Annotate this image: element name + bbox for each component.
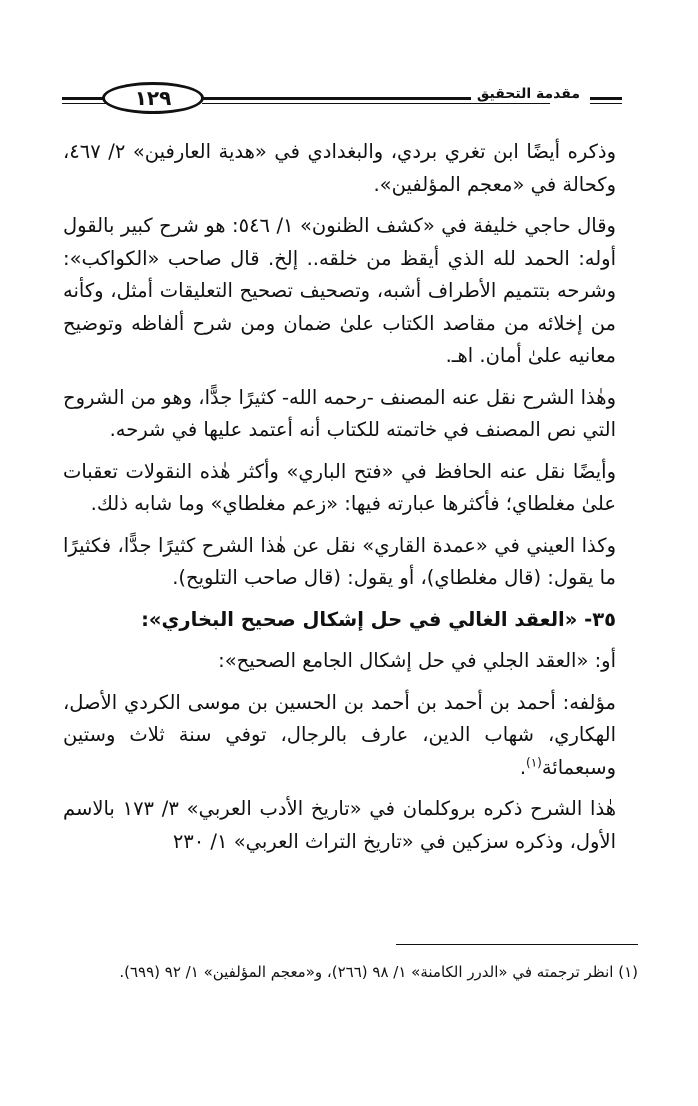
header-rule xyxy=(590,97,622,100)
paragraph: هٰذا الشرح ذكره بروكلمان في «تاريخ الأدب العربي» ٣/ ١٧٣ بالاسم الأول، وذكره سزكين في «تاريخ التراث العربي» ١/ ٢٣٠ xyxy=(63,797,616,853)
period: . xyxy=(519,755,527,779)
footnote: (١) انظر ترجمته في «الدرر الكامنة» ١/ ٩٨ (٢٦٦)، و«معجم المؤلفين» ١/ ٩٢ (٦٩٩). xyxy=(119,963,638,981)
author-paragraph xyxy=(63,687,638,785)
page-header xyxy=(62,82,622,118)
header-rule xyxy=(62,97,106,100)
page-number: ١٢٩ xyxy=(102,82,204,114)
paragraph: وأيضًا نقل عنه الحافظ في «فتح الباري» وأكثر هٰذه النقولات تعقبات علىٰ مغلطاي؛ فأكثرها عبارته فيها: «زعم مغلطاي» وما شابه ذلك. xyxy=(63,459,616,515)
header-rule xyxy=(590,103,622,104)
header-rule xyxy=(62,103,106,104)
paragraph: وكذا العيني في «عمدة القاري» نقل عن هٰذا الشرح كثيرًا جدًّا، فكثيرًا ما يقول: (قال مغلطاي)، أو يقول: (قال صاحب التلويح). xyxy=(63,533,616,589)
footnote-marker: (١) xyxy=(526,755,542,769)
author-text: مؤلفه: أحمد بن أحمد بن أحمد بن الحسين بن موسى الكردي الأصل، الهكاري، شهاب الدين، عارف بالرجال، توفي سنة ثلاث وستين وسبعمائة xyxy=(63,690,616,779)
paragraph: وذكره أيضًا ابن تغري بردي، والبغدادي في «هدية العارفين» ٢/ ٤٦٧، وكحالة في «معجم المؤلفين». xyxy=(63,140,616,196)
header-rule xyxy=(202,103,550,104)
alt-title: أو: «العقد الجلي في حل إشكال الجامع الصحيح»: xyxy=(218,649,616,672)
section-heading: ٣٥- «العقد الغالي في حل إشكال صحيح البخاري»: xyxy=(141,607,616,631)
main-text xyxy=(63,136,638,867)
footnote-separator xyxy=(396,944,638,945)
paragraph: وهٰذا الشرح نقل عنه المصنف -رحمه الله- كثيرًا جدًّا، وهو من الشروح التي نص المصنف في خاتمته للكتاب أنه أعتمد عليها في شرحه. xyxy=(63,385,616,441)
paragraph: وقال حاجي خليفة في «كشف الظنون» ١/ ٥٤٦: هو شرح كبير بالقول أوله: الحمد لله الذي أيقظ من خلقه.. إلخ. قال صاحب «الكواكب»: وشرحه بتتميم الأطراف أشبه، وتصحيف تصحيح التعليقات أمثل، وكأنه من إخلائه من مقاصد الكتاب علىٰ ضمان ومن شرح ألفاظه وتوضيح معانيه علىٰ أمان. اهـ. xyxy=(63,214,616,367)
running-title: مقدمة التحقيق xyxy=(471,86,586,102)
